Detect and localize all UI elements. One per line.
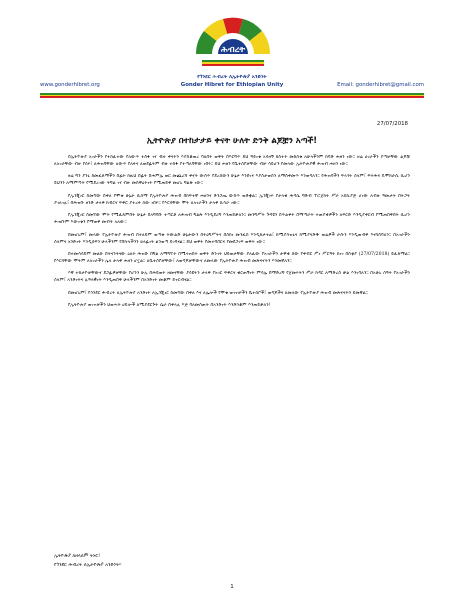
paragraph-6: በተመሳሳይም መልኩ በትናንትናው ዕለት ሕዝቡ በግል ለማግኘት በሚጓዝበት ወቅት ድንገት ህይወታቸው ያለፈው የአገራችን ታዋቂ ሰው የቀብር ሥነ ሥርዓት ከነገ በስቲያ (27/07/2018) ይፈጸማል። የእርሳቸው ሞትም ለአገራችን ሌላ ታላቅ ሐዘን ሆኗል። ለቤተሰቦቻቸው፣ ለወዳጆቻቸውና ለመላው የኢትዮጵያ ሕዝብ መጽናናትን እንመኛለን። — [54, 251, 410, 264]
document-title: ኢትዮጵያ በተከታታይ ቀናት ሁለት ድንቅ ልጆቿን አጣች! — [146, 135, 318, 145]
logo-script-text: ሕብረት — [220, 45, 246, 55]
page-number: 1 — [230, 584, 234, 590]
closing-line-2: የጎንደር ሕብረት ለኢትዮጵያ አንድነት። — [54, 562, 122, 568]
paragraph-4: የኢንጂነር ስመኘው ሞት የሚፈጸምበት ሁኔታ በአግባቡ ተጣርቶ ለሕዝብ ግልጽ እንዲደረግ እንጠይቃለን። መንግሥት ጉዳዩን በጥልቀት በማጣራት ተጠያቂዎችን ለፍርድ እንዲያቀርብ የሚጠበቅበት ሲሆን ሕዝቡም እውነቱን የማወቅ መብት አለው። — [54, 213, 410, 226]
flag-color-divider — [40, 93, 424, 98]
paragraph-9: የኢትዮጵያ ወገኖቻችን ህወሓት ሀይሎች ለሚያደርጉት ሴራ በቀላሉ እጅ ባለመስጠት በአንድነት እንድንቆም እንጠይቃለን! — [68, 302, 271, 308]
paragraph-1: በኢትዮጵያ አገራችን የተከፈተው የለውጥ ተስፋ ገና ብዙ ቀናትን እያስቆጠረ ባለበት ወቅት በእርግጥ ይህ ዓይነቱ አሳዛኝ ክስተት መከሰቱ ለሁላችንም ከባድ ሐዘን ነው። ዛሬ ሀገራችን ያጣቻቸው ልጆቿ ለአገራቸው ብዙ የሰሩ፣ ለሕዝባቸው ለውጥ የለፉና ለወደፊትም ብዙ ተስፋ የተጣለባቸው ነበሩ። ይህ ሐዘን የቤተሰቦቻቸው ብቻ ሳይሆን የመላው ኢትዮጵያዊ ሕዝብ ሐዘን ነው። — [54, 155, 410, 168]
org-name-amharic: የጎንደር ሕብረት ለኢትዮጵያ አንድነት — [197, 74, 267, 80]
gonder-hibret-logo — [188, 14, 278, 80]
closing-signature — [54, 552, 121, 570]
paragraph-5: በመሆኑም፣ መላው የኢትዮጵያ ሕዝብ በተለይም ወጣቱ ትውልድ ሁኔታውን በትዕግሥትና በሰከነ መንፈስ እንዲከታተል፣ ከሚያሳዝኑና ከሚያናድዱ ወሬዎች ራሱን እንዲጠብቅ እናሳስባለን። በአገራችን ሰላምና አንድነት እንዲሰፍን ሁላችንም የበኩላችንን ኃላፊነት ልንወጣ ይገባናል። ይህ ወቅት የመተባበርና የመደጋገፍ ወቅት ነው። — [54, 232, 410, 245]
closing-line-1: ኢትዮጵያ ለዘላለም ትኑር! — [54, 553, 101, 559]
paragraph-3: የኢንጂነር ስመኘው በቀለ የሞቱ ሁኔታ ሲሰማ የኢትዮጵያ ሕዝብ በከፍተኛ ሐዘንና ድንጋጤ ውስጥ ወድቋል። ኢንጂነሩ የታላቁ ሕዳሴ ግድብ ፕሮጀክት ሥራ አስኪያጅ ሆነው ለብዙ ዓመታት በትጋት ያገለገሉ፣ በሕዝቡ ዘንድ ታላቅ ክብርና ፍቅር ያተረፉ ሰው ነበሩ። የእርሳቸው ሞት ለአገራችን ታላቅ ኪሳራ ነው። — [54, 193, 410, 206]
header-contact-row — [40, 82, 424, 91]
email-address[interactable]: Email: gonderhibret@gmail.com — [337, 82, 424, 88]
website-link[interactable]: www.gonderhibret.org — [40, 82, 100, 88]
paragraph-8: በመሆኑም፣ የጎንደር ሕብረት ለኢትዮጵያ አንድነት ለኢንጂነር ስመኘው በቀለ እና ለሌሎች የሞቱ ወገኖቻችን ቤተሰቦች፣ ወዳጆችና ለመላው የኢትዮጵያ ሕዝብ መጽናናትን ይመኛል። — [68, 290, 368, 296]
paragraph-2: ዛሬ ግን ያንኑ ከመፈጸማችን በፊት ከዚህ በፊት በሐምሌ ወር መጨረሻ ቀናት ውስጥ የደረሰውን ሁኔታ እንደገና እያስታወስን ለማስቀመጥ እንወዳለን። የሕዝባችን ፍላጎት ሰላም፣ ፍትሕና ዴሞክራሲ ሲሆን ይህንን ለማምጣት የሚደረገው ትግል ገና ብዙ መስዋዕትነት የሚጠይቅ መሆኑ ግልጽ ነው። — [54, 174, 410, 187]
paragraph-7: እኛ ተከታዮቻቸውና ደጋፊዎቻቸው የሆንን ሁሉ በሕይወት ዘመናቸው ያሳዩትን ታላቅ የአገር ፍቅርና ቁርጠኝነት ምሳሌ በማድረግ የጀመሩትን ሥራ ከዳር ለማድረስ ቃል እንገባለን። በአሁኑ ሰዓት የአገራችን ሰላም፣ አንድነትና ሉዓላዊነት እንዲጠበቅ ሁላችንም በአንድነት መቆም ይኖርብናል። — [54, 271, 410, 284]
document-body — [54, 154, 410, 314]
org-name-english: Gonder Hibret for Ethiopian Unity — [180, 82, 284, 88]
document-date: 27/07/2018 — [376, 121, 408, 127]
